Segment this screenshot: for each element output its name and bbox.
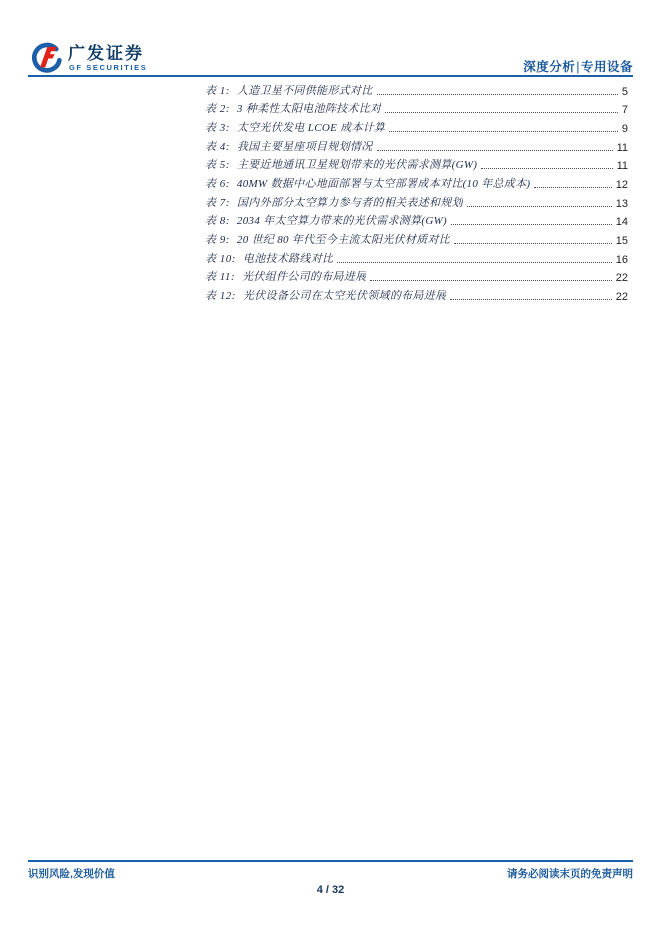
footer-divider	[28, 860, 633, 862]
industry-label: 专用设备	[580, 60, 633, 74]
toc-entry-page-number: 12	[615, 178, 628, 191]
toc-entry-page-number: 13	[615, 197, 628, 210]
dot-leader	[337, 262, 611, 263]
toc-entry-label: 表 4:	[205, 140, 230, 153]
dot-leader	[450, 299, 611, 300]
toc-entry[interactable]	[205, 191, 628, 210]
gf-securities-logo	[29, 40, 147, 75]
toc-entry-title: 光伏设备公司在太空光伏领域的布局进展	[242, 289, 447, 302]
report-category	[523, 57, 633, 75]
dot-leader	[451, 224, 612, 225]
dot-leader	[467, 206, 612, 207]
brand-text	[68, 44, 147, 72]
toc-entry-title: 太空光伏发电 LCOE 成本计算	[236, 121, 386, 134]
toc-entry-title: 国内外部分太空算力参与者的相关表述和规划	[236, 196, 463, 209]
toc-entry-label: 表 11:	[205, 271, 236, 284]
brand-subtitle: GF SECURITIES	[69, 63, 148, 72]
toc-entry-label: 表 7:	[205, 196, 230, 209]
footer-slogan: 识别风险,发现价值	[28, 868, 115, 880]
table-index-list	[205, 79, 628, 303]
page-number-indicator: 4 / 32	[316, 884, 345, 896]
toc-entry-label: 表 9:	[205, 233, 230, 246]
toc-entry[interactable]	[205, 228, 628, 247]
toc-entry-page-number: 5	[621, 85, 628, 98]
toc-entry[interactable]	[205, 284, 628, 303]
toc-entry-title: 2034 年太空算力带来的光伏需求测算(GW)	[236, 215, 448, 228]
toc-entry[interactable]	[205, 79, 628, 98]
dot-leader	[377, 150, 613, 151]
toc-entry-title: 我国主要星座项目规划情况	[236, 140, 373, 153]
dot-leader	[534, 187, 611, 188]
dot-leader	[454, 243, 612, 244]
report-type-label: 深度分析	[523, 60, 576, 74]
toc-entry-page-number: 16	[615, 253, 628, 266]
toc-entry-title: 光伏组件公司的布局进展	[242, 271, 367, 284]
dot-leader	[370, 280, 611, 281]
toc-entry-title: 电池技术路线对比	[242, 252, 334, 265]
toc-entry-page-number: 22	[615, 272, 628, 285]
category-separator: |	[576, 60, 580, 74]
toc-entry[interactable]	[205, 98, 628, 117]
dot-leader	[385, 112, 618, 113]
toc-entry[interactable]	[205, 266, 628, 285]
toc-entry-title: 3 种柔性太阳电池阵技术比对	[236, 103, 382, 116]
toc-entry[interactable]	[205, 172, 628, 191]
toc-entry-label: 表 10:	[205, 252, 236, 265]
dot-leader	[481, 168, 612, 169]
gf-logo-icon	[29, 41, 63, 75]
toc-entry-page-number: 14	[615, 216, 628, 229]
toc-entry-label: 表 12:	[205, 289, 236, 302]
toc-entry-page-number: 11	[616, 160, 628, 173]
footer-disclaimer: 请务必阅读末页的免责声明	[507, 868, 633, 880]
toc-entry-title: 40MW 数据中心地面部署与太空部署成本对比(10 年总成本)	[236, 177, 531, 190]
toc-entry-title: 主要近地通讯卫星规划带来的光伏需求测算(GW)	[236, 159, 478, 172]
toc-entry[interactable]	[205, 210, 628, 229]
toc-entry-page-number: 15	[615, 234, 628, 247]
header-divider	[28, 75, 633, 77]
toc-entry[interactable]	[205, 154, 628, 173]
toc-entry-title: 人造卫星不同供能形式对比	[236, 84, 373, 97]
toc-entry-page-number: 7	[621, 104, 628, 117]
dot-leader	[377, 94, 618, 95]
toc-entry-page-number: 22	[615, 290, 628, 303]
dot-leader	[389, 131, 618, 132]
footer	[28, 866, 633, 881]
toc-entry-label: 表 8:	[205, 215, 230, 228]
toc-entry-page-number: 11	[616, 141, 628, 154]
toc-entry-label: 表 2:	[205, 103, 230, 116]
toc-entry-label: 表 6:	[205, 177, 230, 190]
toc-entry-label: 表 1:	[205, 84, 230, 97]
toc-entry[interactable]	[205, 135, 628, 154]
toc-entry[interactable]	[205, 247, 628, 266]
brand-name: 广发证券	[68, 44, 144, 63]
toc-entry-title: 20 世纪 80 年代至今主流太阳光伏材质对比	[236, 233, 451, 246]
toc-entry-label: 表 5:	[205, 159, 230, 172]
toc-entry-page-number: 9	[621, 122, 628, 135]
toc-entry-label: 表 3:	[205, 121, 230, 134]
toc-entry[interactable]	[205, 116, 628, 135]
